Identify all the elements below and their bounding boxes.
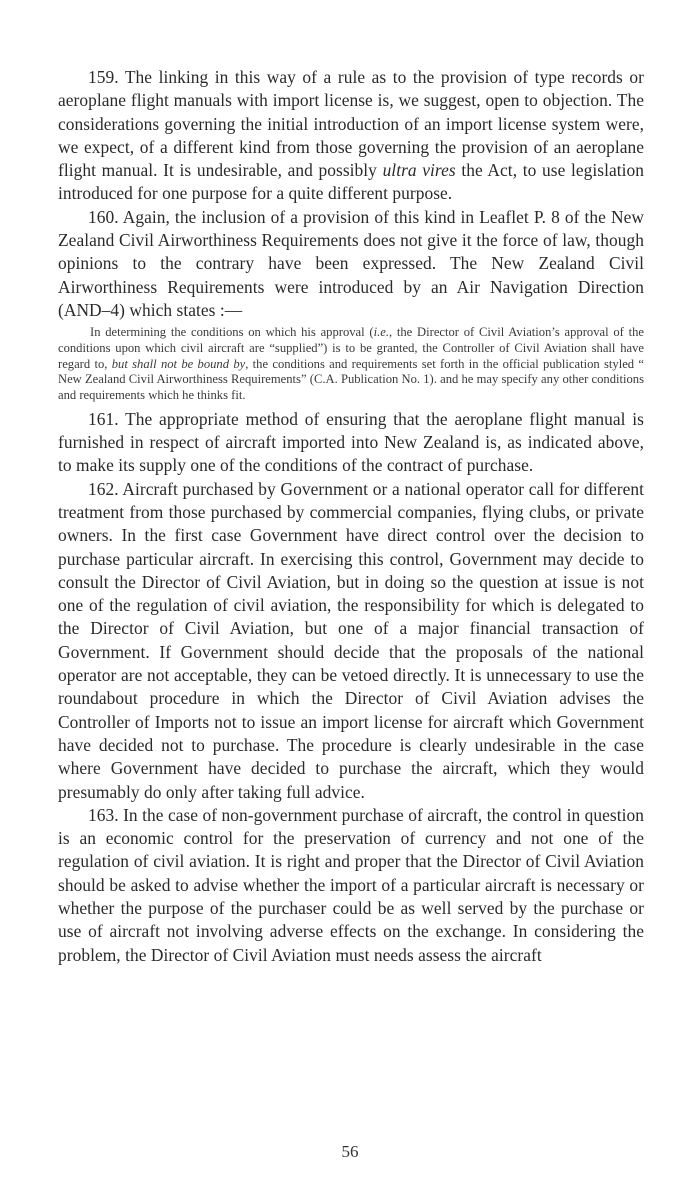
paragraph-162: 162. Aircraft purchased by Government or a national operator call for different treatment from those purchased by commercial companies, flying clubs, or private owners. In the first case Government have direct control over the decision to purchase particular aircraft. In exercising this control, Government may decide to consult the Director of Civil Aviation, but in doing so the question at issue is not one of the regulation of civil aviation, the responsibility for which is delegated to the Director of Civil Aviation, but one of a major financial transaction of Government. If Government should decide that the proposals of the national operator are not acceptable, they can be vetoed directly. It is unnecessary to use the roundabout procedure in which the Director of Civil Aviation advises the Controller of Imports not to issue an import license for aircraft which Government have decided not to purchase. The procedure is clearly undesirable in the case where Government have decided to purchase the aircraft, which they would presumably do only after taking full advice.: [58, 478, 644, 802]
paragraph-159-text: 159. The linking in this way of a rule as to the provision of type records or aeroplane flight manuals with import license is, we suggest, open to objection. The considerations governing the initial introduction of an import license system were, we expect, of a different kind from those governing the provision of an aeroplane flight manual. It is undesirable, and possibly: [58, 67, 644, 181]
quote-text-middle: , the Director of Civil Aviation’s approval of the conditions upon which civil aircraft are “supplied”) is to be granted, the Controller of Civil Aviation shall have regard to,: [58, 325, 644, 371]
page-body: [58, 66, 644, 967]
paragraph-161: 161. The appropriate method of ensuring that the aeroplane flight manual is furnished in respect of aircraft imported into New Zealand is, as indicated above, to make its supply one of the conditions of the contract of purchase.: [58, 408, 644, 476]
paragraph-159: [58, 66, 644, 206]
quote-italic-not-bound: but shall not be bound by: [111, 356, 246, 371]
quote-text-start: In determining the conditions on which his approval (: [90, 325, 374, 340]
ultra-vires-italic: ultra vires: [382, 160, 456, 181]
paragraph-163: 163. In the case of non-government purchase of aircraft, the control in question is an economic control for the preservation of currency and not one of the regulation of civil aviation. It is right and proper that the Director of Civil Aviation should be asked to advise whether the import of a particular aircraft is necessary or whether the purpose of the purchaser could be as well served by the purchase or use of aircraft not involving adverse effects on the exchange. In considering the problem, the Director of Civil Aviation must needs assess the aircraft: [58, 804, 644, 965]
page-number: 56: [341, 1142, 359, 1161]
paragraph-159-text-end: the Act, to use legislation introduced for one purpose for a quite different purpose.: [58, 160, 644, 204]
quote-text-end: , the conditions and requirements set forth in the official publication styled “ New Zealand Civil Airworthiness Requirements” (C.A. Publication No. 1). and he may specify any other conditions and requirements which he thinks fit.: [58, 356, 644, 403]
block-quote: [58, 325, 644, 404]
paragraph-160: 160. Again, the inclusion of a provision of this kind in Leaflet P. 8 of the New Zealand Civil Airworthiness Requirements does not give it the force of law, though opinions to the contrary have been expressed. The New Zealand Civil Airworthiness Requirements were introduced by an Air Navigation Direction (AND–4) which states :—: [58, 206, 644, 320]
quote-italic-ie: i.e.: [373, 325, 389, 340]
